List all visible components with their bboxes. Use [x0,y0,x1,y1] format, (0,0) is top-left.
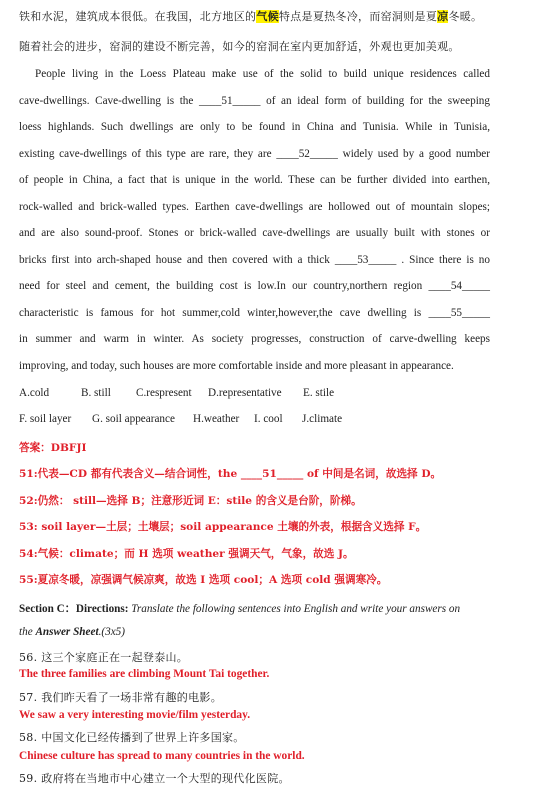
passage-line: improving, and today, such houses are more comfortable inside and more pleasant in appearance. [19,360,454,372]
chinese-line-2: 随着社会的进步，窑洞的建设不断完善，如今的窑洞在室内更加舒适，外观也更加美观。 [19,40,460,53]
explanation-55: 55:夏凉冬暖，凉强调气候凉爽，故选 I 选项 cool；A 选项 cold 强调寒冷。 [19,574,388,586]
passage-line: existing cave-dwellings of this type are rare, they are ____52_____ widely used by a good number [19,148,490,160]
question-59: 59. 政府将在当地市中心建立一个大型的现代化医院。 [19,772,290,785]
passage-line: bricks first into arch-shaped house and then covered with a thick ____53_____ . Since there is no [19,254,490,266]
highlighted-word-climate: 气候 [256,10,279,23]
option-e: E. stile [303,387,335,399]
chinese-text: 铁和水泥，建筑成本很低。在我国，北方地区的 [19,10,257,23]
chinese-text: 冬暖。 [448,10,483,23]
passage-line: loess highlands. Such dwellings are only to be found in China and Tunisia. While in Tunisia, [19,121,490,133]
answer-56: The three families are climbing Mount Tai together. [19,668,270,680]
instruction-text: the [19,626,36,638]
option-h: H.weather [193,413,240,425]
option-i: I. cool [254,413,283,425]
explanation-53: 53: soil layer—土层；土壤层；soil appearance 土壤的外表，根据含义选择 F。 [19,521,427,533]
question-56: 56. 这三个家庭正在一起登泰山。 [19,651,189,664]
option-c: C.respresent [136,387,192,399]
highlighted-word-cool: 凉 [437,10,449,23]
explanation-51: 51:代表—CD 都有代表含义—结合词性，the ____51_____ of 中间是名词，故选择 D。 [19,468,442,480]
option-f: F. soil layer [19,413,72,425]
passage-line: need for steel and cement, the building cost is low.In our country,northern region ____54_____ [19,280,490,292]
question-58: 58. 中国文化已经传播到了世界上许多国家。 [19,731,245,744]
section-c-instruction: Translate the following sentences into English and write your answers on [128,603,461,615]
passage-line: rock-walled and brick-walled types. Earthen cave-dwellings are hollowed out of mountain slopes; [19,201,490,213]
option-d: D.representative [208,387,282,399]
option-a: A.cold [19,387,50,399]
answer-key: 答案：DBFJI [19,442,87,454]
passage-line: in summer and warm in winter. As society progresses, construction of carve-dwelling keeps [19,333,490,345]
chinese-text: 特点是夏热冬冷，而窑洞则是夏 [278,10,438,23]
option-g: G. soil appearance [92,413,175,425]
option-b: B. still [81,387,111,399]
explanation-52: 52:仍然： still—选择 B；注意形近词 E：stile 的含义是台阶，阶梯。 [19,495,362,507]
passage-line: People living in the Loess Plateau make use of the solid to build unique residences called [35,68,490,80]
answer-sheet-label: Answer Sheet [35,626,99,638]
option-j: J.climate [302,413,343,425]
question-57: 57. 我们昨天看了一场非常有趣的电影。 [19,691,222,704]
chinese-line-1 [19,8,482,24]
passage-line: characteristic is famous for hot summer,cold winter,however,the cave dwelling is ____55_____ [19,307,490,319]
answer-57: We saw a very interesting movie/film yesterday. [19,709,251,721]
passage-line: cave-dwellings. Cave-dwelling is the ____51_____ of an ideal form of building for the sweeping [19,95,490,107]
instruction-text: .(3x5) [98,626,125,638]
passage-line: of people in China, a fact that is unique in the world. These can be further divided into earthen, [19,174,490,186]
explanation-54: 54:气候：climate；而 H 选项 weather 强调天气，气象，故选 J。 [19,548,354,560]
answer-58: Chinese culture has spread to many countries in the world. [19,750,305,762]
section-c-label: Section C：Directions: [19,603,129,615]
section-c-instruction-line-2 [19,626,125,638]
section-c-directions [19,600,490,616]
passage-line: and are also sound-proof. Stones or brick-walled cave-dwellings are usually built with stones or [19,227,490,239]
